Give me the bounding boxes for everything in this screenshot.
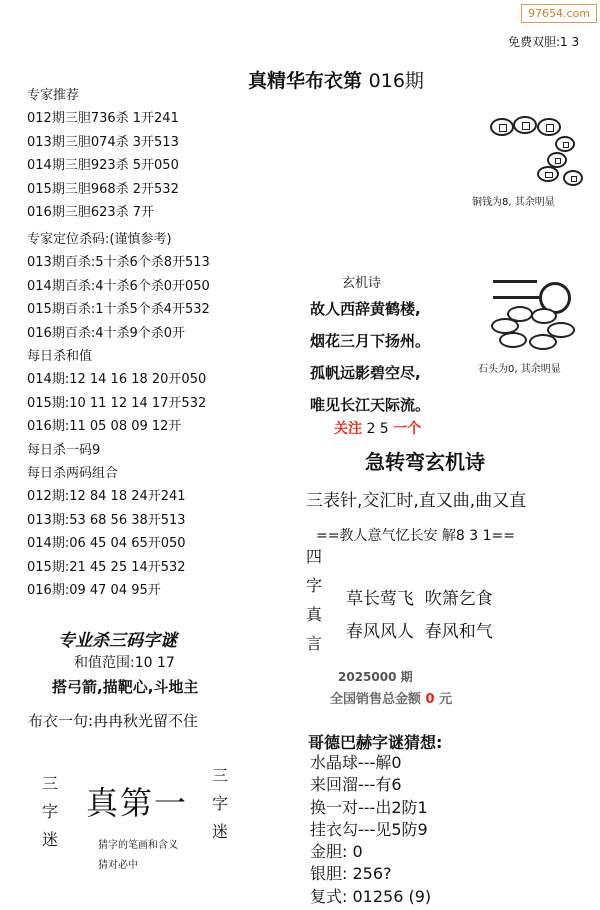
goethe-line: 换一对---出2防1 (310, 797, 428, 817)
follow-suffix: 一个 (393, 421, 422, 437)
two-kill-row: 012期:12 84 18 24开241 (27, 489, 186, 505)
stone-bar (493, 280, 537, 283)
follow-prefix: 关注 (334, 421, 362, 437)
turn-line-2: ==教人意气忆长安 解8 3 1== (316, 528, 515, 544)
sum-kill-row: 016期:11 05 08 09 12开 (27, 419, 182, 435)
two-kill-row: 014期:06 45 04 65开050 (27, 536, 186, 552)
page-title (248, 66, 424, 93)
expert-row: 014期三胆923杀 5开050 (27, 158, 179, 174)
page-title-text: 真精华布衣第 (248, 70, 363, 92)
three-word-label-left: 三字迷 (42, 774, 59, 849)
goethe-list (310, 752, 431, 908)
two-kill-row: 015期:21 45 25 14开532 (27, 559, 186, 575)
two-kill-row: 013期:53 68 56 38开513 (27, 512, 186, 528)
goethe-title: 哥德巴赫字谜猜想: (308, 733, 443, 752)
four-words-char: 言 (306, 634, 323, 653)
coin-icon (555, 136, 575, 152)
four-words-label (306, 542, 324, 658)
sales-prefix: 全国销售总金额 (330, 692, 422, 707)
coins-picture (485, 112, 585, 192)
poem-line: 孤帆远影碧空尽, (310, 364, 421, 382)
expert-section (27, 84, 179, 224)
issue-number: 016期 (368, 70, 424, 92)
goethe-line: 水晶球---解0 (310, 753, 402, 772)
goethe-line: 银胆: 256? (310, 864, 392, 884)
coin-icon (537, 166, 559, 182)
riddle3-title: 专业杀三码字谜 (58, 631, 177, 651)
expert-row: 013期三胆074杀 3开513 (27, 134, 179, 150)
zhen-note-1: 猜字的笔画和含义 (98, 840, 178, 851)
coin-icon (563, 170, 583, 186)
four-words-char: 字 (306, 576, 323, 595)
one-kill-heading: 每日杀一码9 (27, 442, 101, 458)
coin-icon (513, 116, 537, 134)
buyi-line: 布衣一句:冉冉秋光留不住 (28, 712, 199, 730)
expert-heading: 专家推荐 (27, 88, 80, 103)
goethe-line: 金胆: 0 (310, 842, 363, 862)
sales-issue: 2025000 期 (338, 670, 413, 684)
position-kill-row: 014期百杀:4十杀6个杀0开050 (27, 278, 210, 294)
zhen-note-2: 猜对必中 (98, 860, 138, 871)
sales-suffix: 元 (439, 692, 453, 707)
sum-kill-row: 014期:12 14 16 18 20开050 (27, 372, 207, 388)
goethe-line: 复式: 01256 (9) (310, 886, 432, 906)
coin-icon (537, 118, 561, 136)
three-word-label-right: 三字迷 (212, 766, 229, 841)
site-badge[interactable]: 97654.com (521, 4, 597, 23)
stone-icon (529, 334, 557, 350)
poem-heading: 玄机诗 (342, 276, 382, 291)
position-kill-section (27, 228, 210, 603)
four-words-row-2: 春风风人 春风和气 (346, 622, 493, 642)
poem-lines (310, 293, 430, 421)
poem-line: 烟花三月下扬州。 (310, 332, 431, 350)
sum-kill-row: 015期:10 11 12 14 17开532 (27, 395, 207, 411)
riddle3-line: 搭弓箭,描靶心,斗地主 (52, 678, 199, 696)
stone-icon (499, 332, 527, 348)
position-kill-row: 013期百杀:5十杀6个杀8开513 (27, 255, 210, 271)
sales-amount: 0 (425, 692, 435, 707)
expert-row: 015期三胆968杀 2开532 (27, 181, 179, 197)
poem-line: 故人西辞黄鹤楼, (310, 300, 421, 318)
goethe-line: 来回溜---有6 (310, 775, 402, 795)
position-kill-row: 015期百杀:1十杀5个杀4开532 (27, 302, 210, 318)
two-kill-row: 016期:09 47 04 95开 (27, 583, 161, 599)
four-words-char: 四 (306, 547, 323, 566)
four-words-char: 真 (306, 605, 323, 624)
poem-line: 唯见长江天际流。 (310, 396, 431, 414)
four-words-row-1: 草长莺飞 吹箫乞食 (346, 589, 493, 609)
expert-row: 012期三胆736杀 1开241 (27, 111, 179, 127)
expert-row: 016期三胆623杀 7开 (27, 205, 155, 221)
turn-title: 急转弯玄机诗 (365, 450, 485, 474)
position-kill-heading: 专家定位杀码:(谨慎参考) (27, 232, 172, 247)
zhen-big-text: 真第一 (86, 784, 189, 822)
sum-kill-heading: 每日杀和值 (27, 349, 93, 365)
two-kill-heading: 每日杀两码组合 (27, 466, 119, 482)
sum-range: 和值范围:10 17 (74, 655, 175, 671)
stone-icon (531, 308, 557, 324)
follow-line (334, 418, 421, 438)
goethe-line: 挂衣勾---见5防9 (310, 819, 428, 839)
stone-bar (493, 296, 539, 299)
sales-line (330, 688, 452, 707)
free-double: 免费双胆:1 3 (508, 35, 580, 49)
turn-line-1: 三表针,交汇时,直又曲,曲又直 (306, 491, 527, 511)
position-kill-row: 016期百杀:4十杀9个杀0开 (27, 325, 186, 341)
stone-caption: 石头为0, 其余明显 (478, 364, 561, 375)
coin-caption: 铜钱为8, 其余明显 (472, 197, 555, 208)
coin-icon (490, 118, 514, 136)
stones-picture (485, 278, 595, 350)
follow-number: 2 5 (366, 421, 389, 437)
